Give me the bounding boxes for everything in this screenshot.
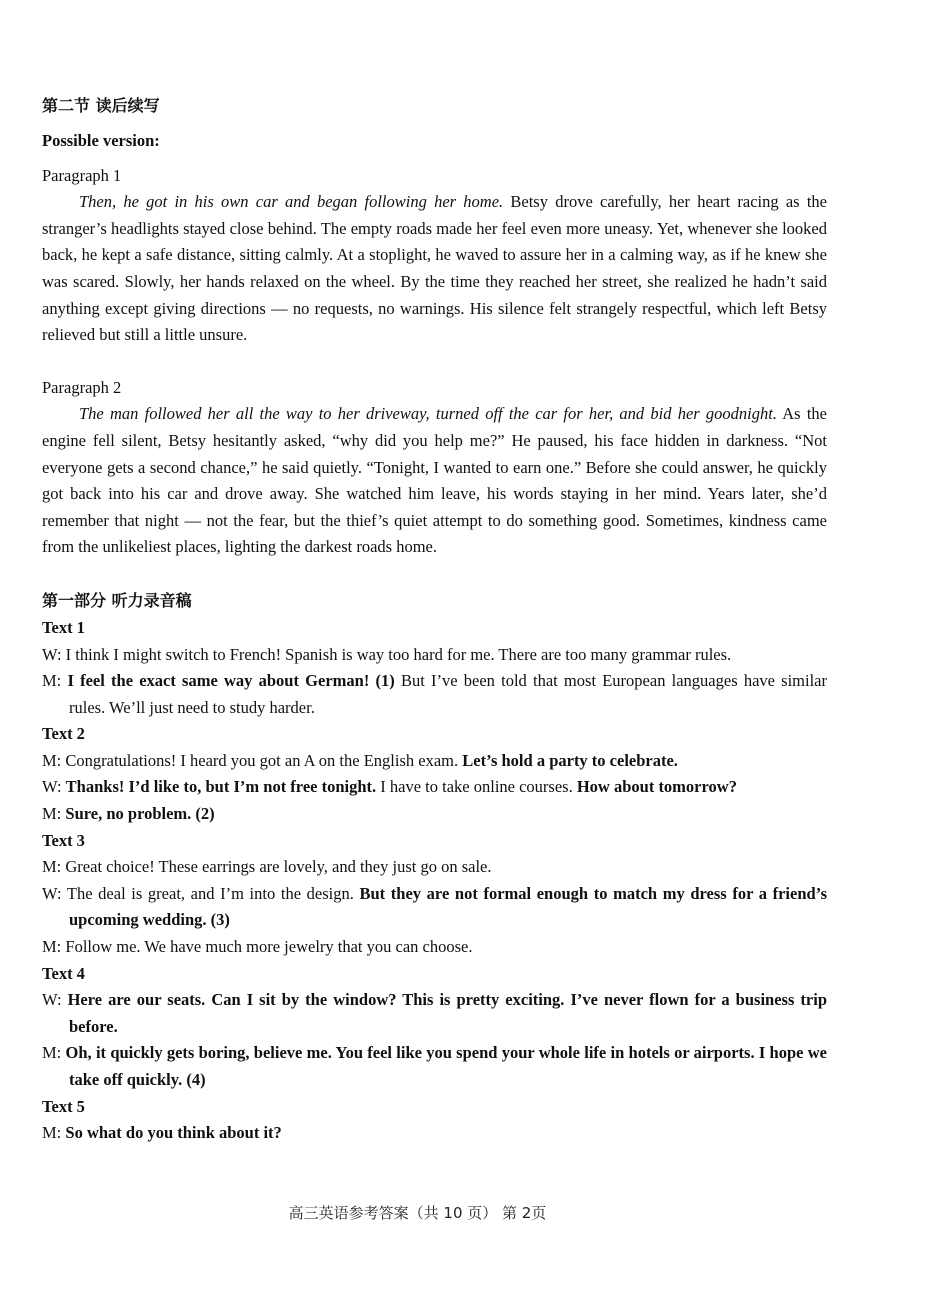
speaker-label: M:: [42, 804, 66, 824]
text-title: Text 5: [42, 1096, 85, 1116]
speaker-label: W:: [42, 777, 66, 797]
dialogue-answer-text: Oh, it quickly gets boring, believe me. You feel like you spend your whole life in hotels or airports. I hope we take off quickly. (4): [65, 1043, 827, 1089]
dialogue-text: Congratulations! I heard you got an A on the English exam.: [65, 750, 463, 770]
dialogue-line: [42, 642, 827, 669]
text-title: Text 1: [42, 617, 85, 637]
dialogue-answer-text: Sure, no problem. (2): [65, 804, 215, 824]
speaker-label: M:: [42, 1123, 66, 1143]
listening-texts: [42, 615, 827, 1147]
speaker-label: W:: [42, 644, 66, 664]
section-heading-listening-transcript: 第一部分 听力录音稿: [42, 590, 192, 610]
dialogue-answer-text: Let’s hold a party to celebrate.: [462, 750, 678, 770]
dialogue-line: [42, 987, 827, 1040]
dialogue-answer-text: Thanks! I’d like to, but I’m not free tonight.: [65, 777, 377, 797]
paragraph-1-text: Betsy drove carefully, her heart racing as the stranger’s headlights stayed close behind. The empty roads made her feel even more uneasy. Yet, whenever she looked back, he kept a safe distance, sitting calmly. At a stoplight, he waved to assure her in a calming way, as if he knew she was scared. Slowly, her hands relaxed on the wheel. By the time they reached her street, she realized he hadn’t said anything except giving directions — no requests, no warnings. His silence felt strangely respectful, which left Betsy relieved but still a little unsure.: [42, 192, 827, 345]
dialogue-line: [42, 748, 827, 775]
dialogue-line: [42, 774, 827, 801]
dialogue-text: The deal is great, and I’m into the design.: [66, 883, 360, 903]
speaker-label: M:: [42, 857, 66, 877]
text-title: Text 4: [42, 963, 85, 983]
dialogue-line: [42, 1040, 827, 1093]
dialogue-text: But I’ve been told that most European languages have similar rules. We’ll just need to study harder.: [69, 671, 827, 717]
dialogue-line: [42, 1120, 827, 1147]
dialogue-answer-text: But they are not formal enough to match my dress for a friend’s upcoming wedding. (3): [69, 883, 827, 930]
possible-version-label: Possible version:: [42, 131, 160, 150]
dialogue-line: [42, 881, 827, 934]
dialogue-answer-text: How about tomorrow?: [576, 777, 737, 797]
dialogue-line: [42, 801, 827, 828]
speaker-label: W:: [42, 990, 68, 1010]
paragraph-1-body: [42, 189, 827, 349]
speaker-label: W:: [42, 883, 67, 903]
paragraph-1-lead: Then, he got in his own car and began following her home.: [79, 192, 504, 212]
speaker-label: M:: [42, 750, 66, 770]
paragraph-2-lead: The man followed her all the way to her driveway, turned off the car for her, and bid her goodnight.: [79, 404, 777, 424]
dialogue-text: Follow me. We have much more jewelry that you can choose.: [65, 937, 473, 957]
dialogue-answer-text: I feel the exact same way about German! (1): [67, 671, 395, 691]
speaker-label: M:: [42, 937, 66, 957]
paragraph-2-body: [42, 401, 827, 561]
dialogue-text: Great choice! These earrings are lovely, and they just go on sale.: [65, 857, 492, 877]
page-footer: 高三英语参考答案（共 10 页） 第 2页: [288, 1204, 547, 1222]
speaker-label: M:: [42, 671, 68, 691]
dialogue-text: I have to take online courses.: [376, 777, 577, 797]
paragraph-2-text: As the engine fell silent, Betsy hesitantly asked, “why did you help me?” He paused, his face hidden in darkness. “Not everyone gets a second chance,” he said quietly. “Tonight, I wanted to earn one.” Before she could answer, he quickly got back into his car and drove away. She watched him leave, his words staying in her mind. Years later, she’d remember that night — not the fear, but the thief’s quiet attempt to do something good. Sometimes, kindness came from the unlikeliest places, lighting the darkest roads home.: [42, 404, 827, 557]
section-heading-continuation-writing: 第二节 读后续写: [42, 96, 160, 115]
text-title: Text 2: [42, 724, 85, 744]
dialogue-line: [42, 854, 827, 881]
dialogue-answer-text: Here are our seats. Can I sit by the window? This is pretty exciting. I’ve never flown for a business trip before.: [67, 990, 827, 1036]
speaker-label: M:: [42, 1043, 66, 1063]
dialogue-text: I think I might switch to French! Spanish is way too hard for me. There are too many grammar rules.: [65, 644, 732, 664]
dialogue-answer-text: So what do you think about it?: [65, 1123, 282, 1143]
text-title: Text 3: [42, 830, 85, 850]
page-content: [42, 92, 827, 1147]
paragraph-2-label: Paragraph 2: [42, 377, 122, 397]
paragraph-1-label: Paragraph 1: [42, 165, 122, 185]
dialogue-line: [42, 934, 827, 961]
dialogue-line: [42, 668, 827, 721]
